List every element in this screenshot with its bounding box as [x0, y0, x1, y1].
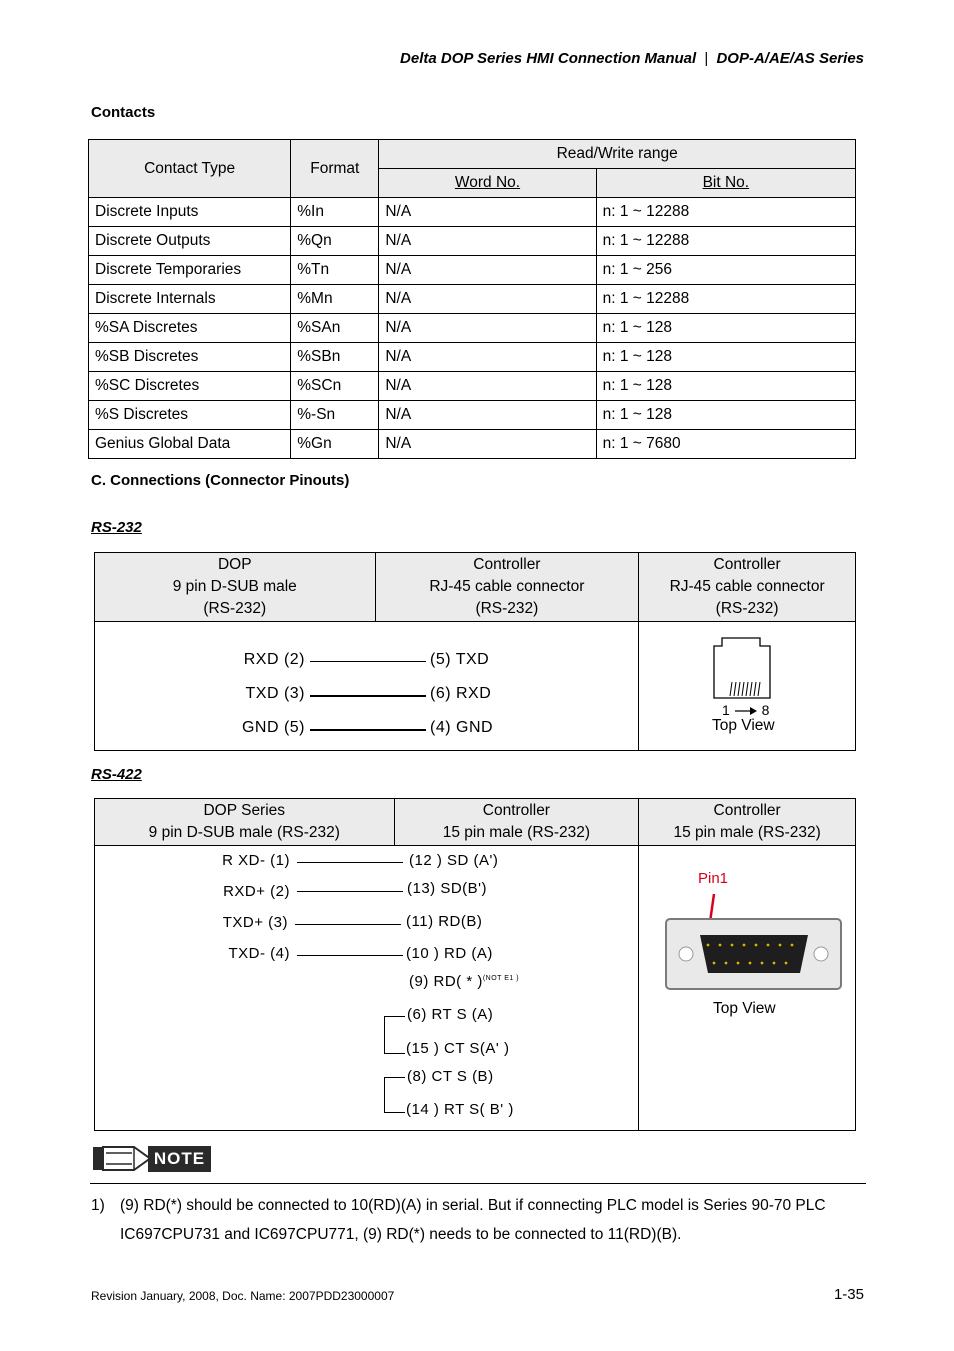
cell-type: %SB Discretes [89, 343, 291, 372]
rs232-h1-line: 9 pin D-SUB male [172, 578, 297, 595]
cell-format: %Qn [291, 227, 379, 256]
rs422-h3-line: Controller [713, 802, 781, 819]
rs232-h2-line: (RS-232) [475, 600, 539, 617]
table-row [89, 314, 856, 343]
rs422-label: RS-422 [91, 766, 142, 783]
rs422-col-dop [95, 799, 395, 846]
table-row [89, 372, 856, 401]
rs422-col-connector [639, 799, 856, 846]
rs422-wire [297, 891, 403, 892]
rs232-col-controller [375, 553, 639, 622]
cell-word: N/A [379, 256, 596, 285]
rs232-wire [310, 661, 426, 662]
cell-type: Discrete Outputs [89, 227, 291, 256]
col-format: Format [291, 140, 379, 198]
cell-word: N/A [379, 198, 596, 227]
rs422-loop-pin: (6) RT S (A) [407, 1006, 494, 1023]
rs422-h1-line: 9 pin D-SUB male (RS-232) [148, 824, 340, 841]
rs422-right-pin: (10 ) RD (A) [406, 945, 493, 962]
rs422-wire [297, 955, 403, 956]
rj45-pin-end: 8 [761, 702, 770, 718]
rs232-left-pin: RXD (2) [243, 651, 305, 668]
col-bit-no: Bit No. [702, 174, 750, 191]
rs422-loop-pin: (15 ) CT S(A' ) [406, 1040, 510, 1057]
cell-format: %SBn [291, 343, 379, 372]
table-row [89, 198, 856, 227]
note-line: IC697CPU731 and IC697CPU771, (9) RD(*) needs to be connected to 11(RD)(B). [120, 1226, 682, 1243]
table-row [89, 343, 856, 372]
col-contact-type: Contact Type [89, 140, 291, 198]
cell-format: %Mn [291, 285, 379, 314]
cell-bit: n: 1 ~ 256 [596, 256, 855, 285]
cell-format: %SCn [291, 372, 379, 401]
header-separator: | [704, 50, 709, 67]
rs232-right-pin: (5) TXD [430, 651, 490, 668]
cell-type: Discrete Temporaries [89, 256, 291, 285]
rs232-left-pin: TXD (3) [245, 685, 305, 702]
rs232-wire [310, 729, 426, 731]
cell-bit: n: 1 ~ 7680 [596, 430, 855, 459]
cell-type: %SC Discretes [89, 372, 291, 401]
connections-heading: C. Connections (Connector Pinouts) [91, 472, 350, 489]
contacts-heading: Contacts [91, 104, 156, 121]
rs232-right-pin: (4) GND [430, 719, 494, 736]
cell-word: N/A [379, 430, 596, 459]
table-row [89, 285, 856, 314]
rs232-h3-line: Controller [713, 556, 781, 573]
rs232-h3-line: RJ-45 cable connector [669, 578, 825, 595]
rs232-label: RS-232 [91, 519, 142, 536]
rj45-connector-icon [708, 632, 778, 702]
footer-revision: Revision January, 2008, Doc. Name: 2007PDD23000007 [91, 1289, 395, 1303]
rs422-rd-note: (NOT E1 ) [482, 975, 520, 982]
note-pencil-icon [92, 1145, 152, 1173]
col-word-no: Word No. [454, 174, 521, 191]
dsub-connector-icon [664, 890, 844, 994]
rs422-wiring-cell [95, 846, 639, 1131]
pin1-label: Pin1 [698, 870, 729, 887]
cell-word: N/A [379, 285, 596, 314]
rs422-left-pin: RXD+ (2) [223, 883, 290, 900]
cell-word: N/A [379, 401, 596, 430]
rs422-loop-bracket [384, 1077, 405, 1113]
page-header [400, 50, 864, 67]
cell-bit: n: 1 ~ 12288 [596, 198, 855, 227]
rs232-h1-line: DOP [217, 556, 252, 573]
cell-bit: n: 1 ~ 128 [596, 343, 855, 372]
note-divider [90, 1183, 866, 1184]
cell-type: %S Discretes [89, 401, 291, 430]
rs422-top-view: Top View [713, 1000, 776, 1017]
header-title: Delta DOP Series HMI Connection Manual [400, 50, 697, 67]
rs422-col-controller [394, 799, 639, 846]
cell-word: N/A [379, 372, 596, 401]
cell-bit: n: 1 ~ 128 [596, 314, 855, 343]
rs232-col-connector [639, 553, 856, 622]
rj45-pin-start: 1 [722, 702, 730, 718]
header-series: DOP-A/AE/AS Series [716, 50, 864, 67]
rs422-h1-line: DOP Series [203, 802, 286, 819]
rs422-rd-star-label: (9) RD( * ) [409, 973, 483, 990]
note-line: (9) RD(*) should be connected to 10(RD)(A) in serial. But if connecting PLC model is Series 90-70 PLC [120, 1197, 826, 1214]
col-rw-range: Read/Write range [379, 140, 856, 169]
rs422-h3-line: 15 pin male (RS-232) [673, 824, 821, 841]
rs422-right-pin: (12 ) SD (A') [409, 852, 499, 869]
cell-type: Discrete Internals [89, 285, 291, 314]
table-row [89, 256, 856, 285]
rs232-h2-line: RJ-45 cable connector [429, 578, 585, 595]
rs422-left-pin: TXD+ (3) [222, 914, 288, 931]
note-text [120, 1191, 864, 1249]
cell-bit: n: 1 ~ 12288 [596, 285, 855, 314]
rs422-right-pin: (13) SD(B') [407, 880, 488, 897]
cell-bit: n: 1 ~ 12288 [596, 227, 855, 256]
rs422-loop-pin: (8) CT S (B) [407, 1068, 494, 1085]
cell-type: Discrete Inputs [89, 198, 291, 227]
cell-word: N/A [379, 343, 596, 372]
rs422-h2-line: 15 pin male (RS-232) [442, 824, 591, 841]
rs422-loop-pin: (14 ) RT S( B' ) [406, 1101, 514, 1118]
arrow-right-icon [734, 706, 758, 716]
rs422-loop-bracket [384, 1016, 405, 1054]
cell-format: %Tn [291, 256, 379, 285]
rs232-top-view: Top View [712, 717, 775, 734]
cell-word: N/A [379, 227, 596, 256]
rj45-pin-order [722, 702, 769, 718]
cell-format: %-Sn [291, 401, 379, 430]
rs422-wire [295, 924, 401, 925]
rs422-rd-star [409, 973, 519, 990]
table-row [89, 227, 856, 256]
page-number: 1-35 [833, 1286, 864, 1303]
rs422-h2-line: Controller [482, 802, 550, 819]
rs422-wire [297, 862, 403, 863]
table-row [89, 401, 856, 430]
cell-type: %SA Discretes [89, 314, 291, 343]
rs232-h3-line: (RS-232) [715, 600, 779, 617]
cell-format: %SAn [291, 314, 379, 343]
cell-word: N/A [379, 314, 596, 343]
rs422-left-pin: R XD- (1) [222, 852, 290, 869]
rs232-right-pin: (6) RXD [430, 685, 492, 702]
rs232-h1-line: (RS-232) [203, 600, 267, 617]
note-number: 1) [91, 1197, 105, 1214]
cell-type: Genius Global Data [89, 430, 291, 459]
rs232-left-pin: GND (5) [241, 719, 305, 736]
contacts-table [88, 139, 856, 459]
rs232-h2-line: Controller [473, 556, 541, 573]
cell-format: %In [291, 198, 379, 227]
cell-bit: n: 1 ~ 128 [596, 372, 855, 401]
rs232-wiring-cell [95, 622, 639, 751]
cell-format: %Gn [291, 430, 379, 459]
cell-bit: n: 1 ~ 128 [596, 401, 855, 430]
note-badge: NOTE [148, 1146, 211, 1172]
rs232-wire [310, 695, 426, 697]
table-row [89, 430, 856, 459]
rs232-col-dop [95, 553, 376, 622]
rs422-right-pin: (11) RD(B) [406, 913, 483, 930]
rs422-left-pin: TXD- (4) [228, 945, 290, 962]
